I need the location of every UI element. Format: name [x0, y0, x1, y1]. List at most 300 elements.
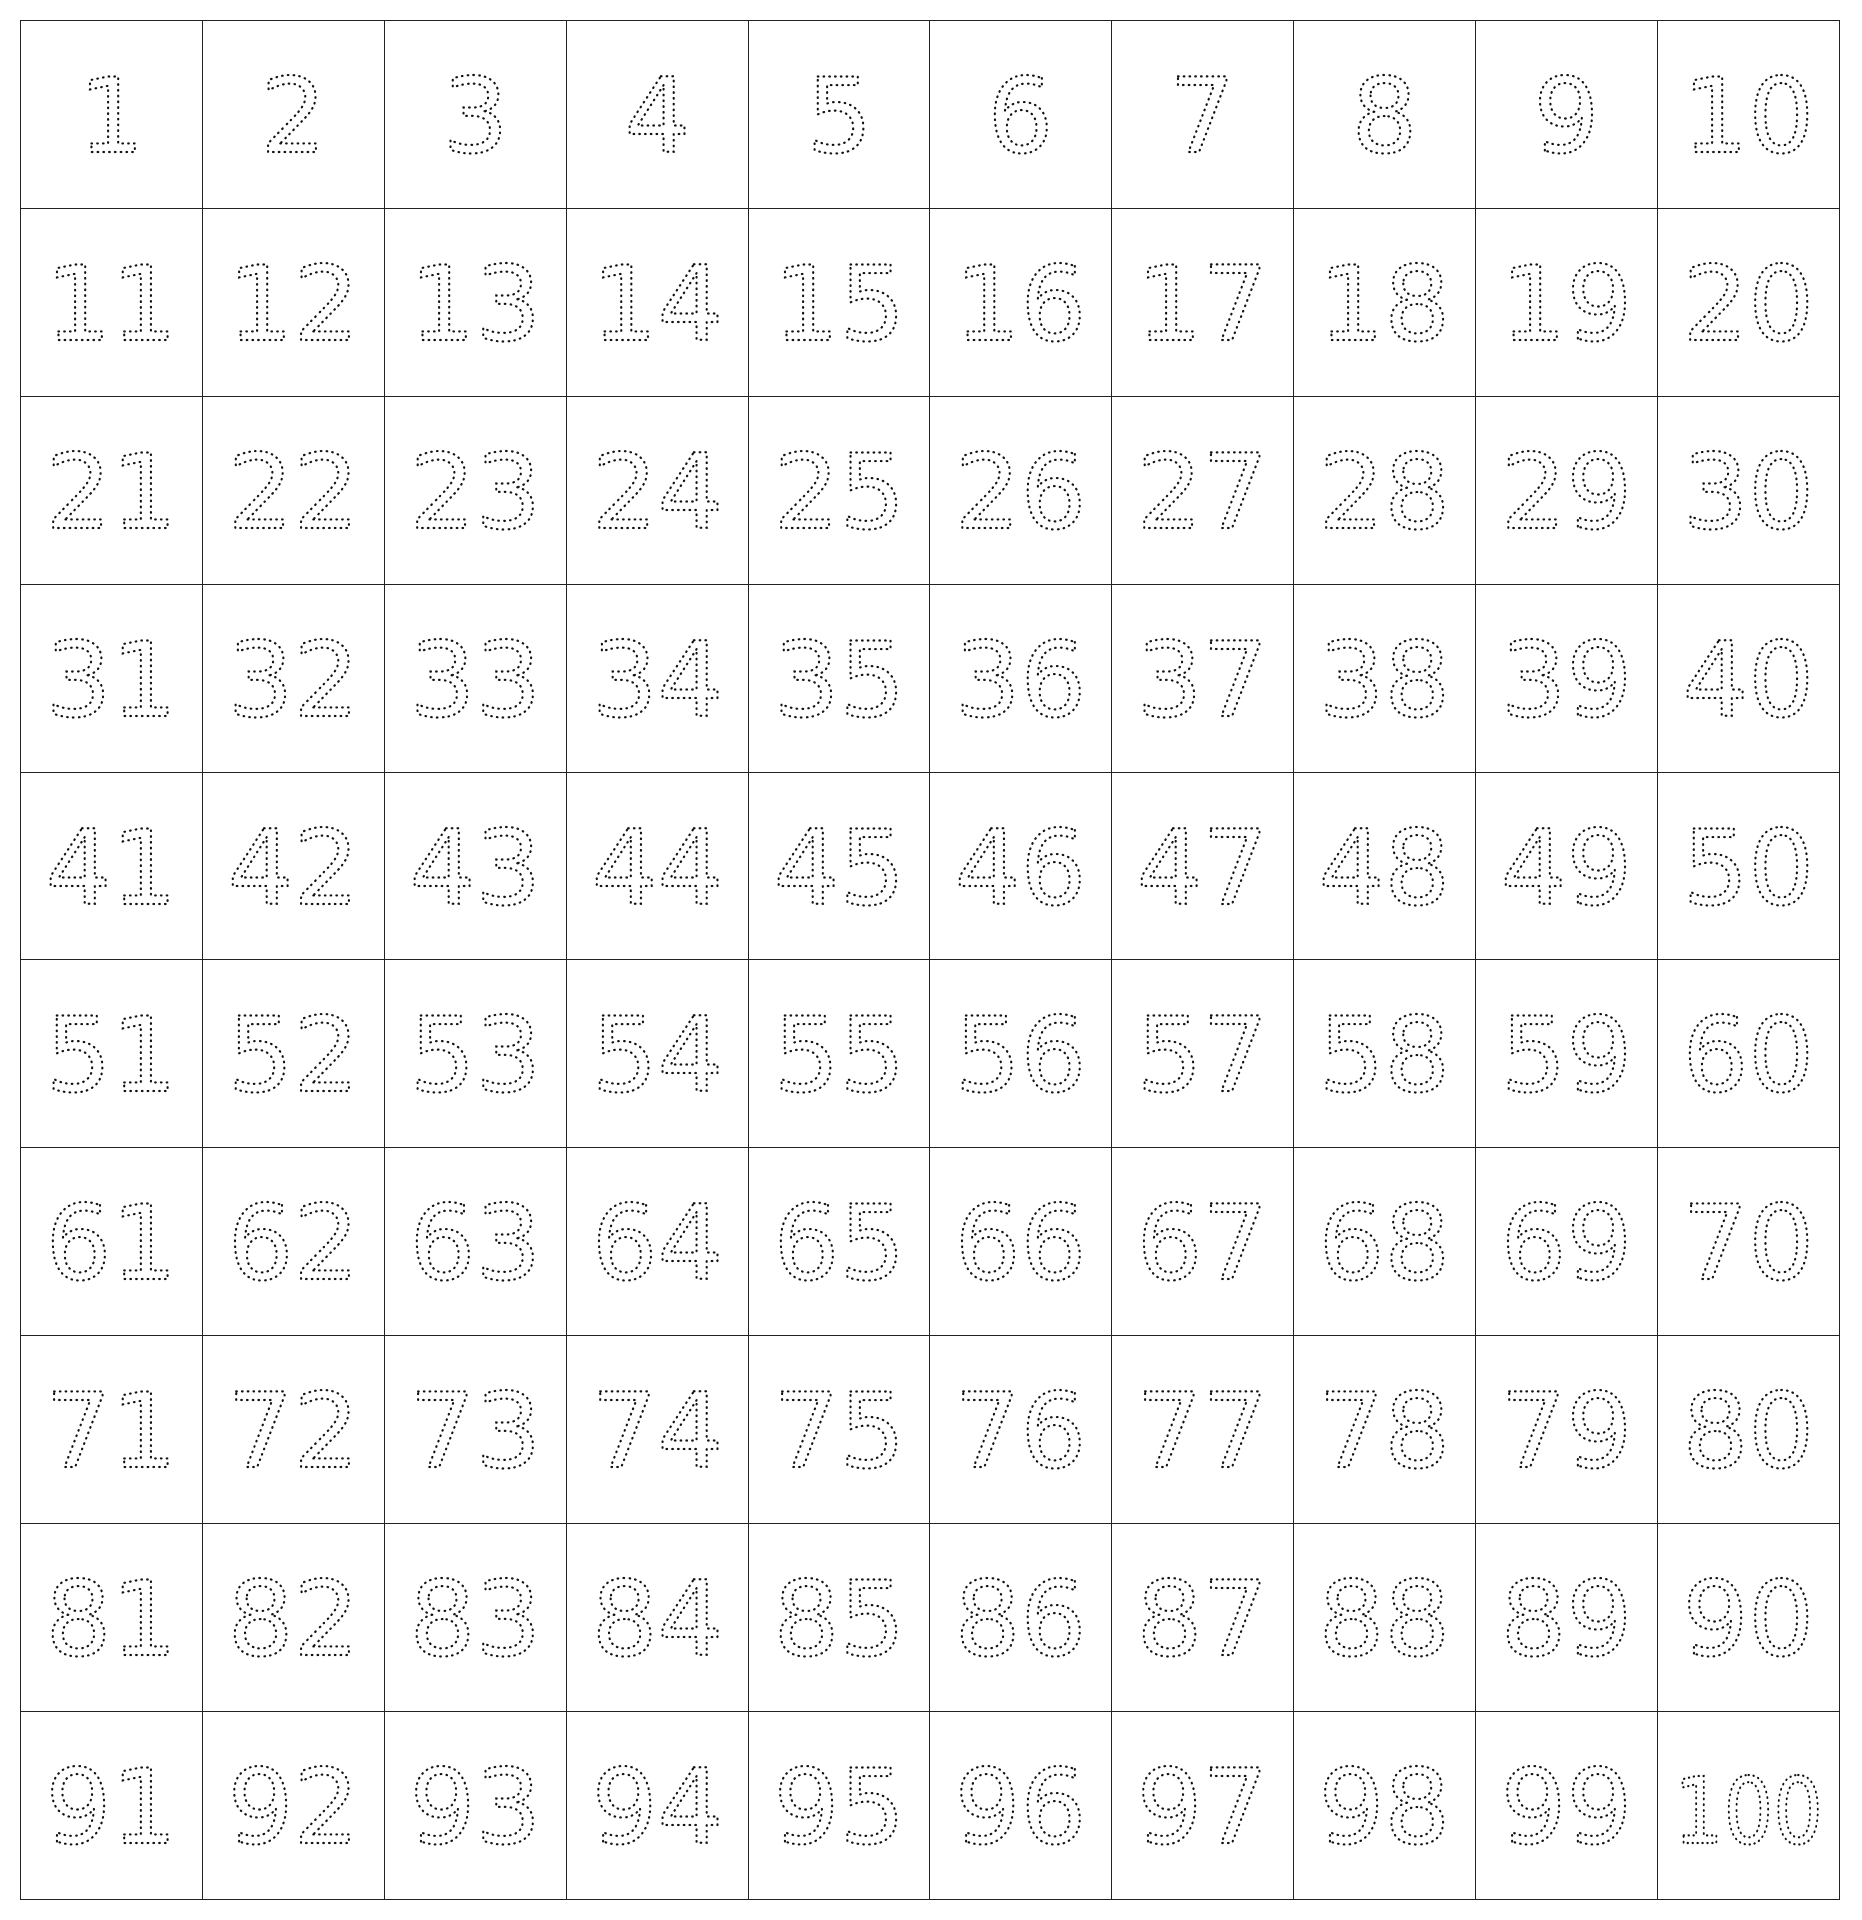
traceable-number [749, 960, 930, 1147]
number-cell [203, 585, 385, 773]
number-cell [930, 397, 1112, 585]
dotted-number-text: 37 [1137, 620, 1269, 741]
dotted-number-text: 41 [45, 808, 178, 929]
dotted-number-text: 26 [955, 433, 1087, 554]
number-cell [1112, 397, 1294, 585]
number-cell [21, 1336, 203, 1524]
traceable-number [1476, 397, 1657, 584]
traceable-number [385, 209, 566, 396]
number-cell [1294, 1148, 1476, 1336]
number-cell [567, 397, 749, 585]
dotted-number-text: 54 [591, 996, 723, 1117]
number-cell [1476, 1712, 1658, 1900]
dotted-number-text: 28 [1318, 433, 1451, 554]
traceable-number [385, 960, 566, 1147]
dotted-number-text: 48 [1318, 808, 1451, 929]
number-cell [1294, 1336, 1476, 1524]
number-cell [930, 773, 1112, 961]
traceable-number [385, 1524, 566, 1711]
traceable-number [749, 1712, 930, 1899]
number-cell [1658, 397, 1840, 585]
dotted-number-text: 88 [1318, 1560, 1451, 1681]
number-cell [203, 209, 385, 397]
traceable-number [1658, 960, 1839, 1147]
traceable-number [930, 1148, 1111, 1335]
dotted-number-text: 98 [1318, 1748, 1451, 1869]
dotted-number-text: 49 [1500, 808, 1633, 929]
dotted-number-text: 82 [227, 1560, 360, 1681]
dotted-number-text: 10 [1682, 57, 1815, 178]
traceable-number [385, 773, 566, 960]
number-cell [1294, 960, 1476, 1148]
traceable-number [1476, 960, 1657, 1147]
dotted-number-text: 22 [227, 433, 360, 554]
traceable-number [1294, 1336, 1475, 1523]
traceable-number [1658, 397, 1839, 584]
number-cell [1658, 773, 1840, 961]
traceable-number [1294, 1712, 1475, 1899]
dotted-number-text: 31 [45, 620, 178, 741]
number-cell [21, 1712, 203, 1900]
traceable-number [203, 585, 384, 772]
traceable-number [1294, 21, 1475, 208]
dotted-number-text: 52 [227, 996, 360, 1117]
dotted-number-text: 63 [409, 1184, 542, 1305]
traceable-number [930, 397, 1111, 584]
traceable-number [21, 21, 202, 208]
number-cell [1112, 21, 1294, 209]
dotted-number-text: 11 [45, 245, 178, 366]
dotted-number-text: 55 [773, 996, 905, 1117]
number-cell [1294, 21, 1476, 209]
traceable-number [21, 960, 202, 1147]
number-cell [21, 773, 203, 961]
dotted-number-text: 75 [773, 1372, 905, 1493]
traceable-number [203, 1712, 384, 1899]
number-cell [749, 209, 931, 397]
dotted-number-text: 71 [45, 1372, 178, 1493]
number-cell [1294, 585, 1476, 773]
number-cell [749, 1148, 931, 1336]
dotted-number-text: 21 [45, 433, 178, 554]
traceable-number [1294, 209, 1475, 396]
traceable-number [1476, 773, 1657, 960]
number-cell [1476, 209, 1658, 397]
number-cell [21, 1524, 203, 1712]
dotted-number-text: 15 [773, 245, 905, 366]
number-cell [1476, 773, 1658, 961]
traceable-number [1658, 1148, 1839, 1335]
dotted-number-text: 83 [409, 1560, 542, 1681]
traceable-number [1112, 773, 1293, 960]
dotted-number-text: 59 [1500, 996, 1633, 1117]
dotted-number-text: 76 [955, 1372, 1087, 1493]
traceable-number [749, 1148, 930, 1335]
number-cell [930, 1712, 1112, 1900]
dotted-number-text: 46 [955, 808, 1087, 929]
number-cell [203, 21, 385, 209]
traceable-number [1294, 1524, 1475, 1711]
number-cell [1658, 960, 1840, 1148]
traceable-number [930, 1336, 1111, 1523]
traceable-number [930, 209, 1111, 396]
traceable-number [1476, 1712, 1657, 1899]
traceable-number [21, 1524, 202, 1711]
traceable-number [385, 585, 566, 772]
number-cell [1658, 1148, 1840, 1336]
number-cell [1476, 960, 1658, 1148]
traceable-number [749, 773, 930, 960]
dotted-number-text: 23 [409, 433, 542, 554]
dotted-number-text: 6 [988, 57, 1054, 178]
traceable-number [1476, 585, 1657, 772]
number-cell [1476, 1148, 1658, 1336]
number-cell [567, 960, 749, 1148]
traceable-number [1658, 1336, 1839, 1523]
number-cell [21, 1148, 203, 1336]
dotted-number-text: 73 [409, 1372, 542, 1493]
dotted-number-text: 70 [1682, 1184, 1815, 1305]
number-cell [1658, 1336, 1840, 1524]
traceable-number [1294, 960, 1475, 1147]
dotted-number-text: 7 [1169, 57, 1236, 178]
traceable-number [1294, 397, 1475, 584]
number-cell [21, 960, 203, 1148]
traceable-number [1476, 209, 1657, 396]
dotted-number-text: 87 [1137, 1560, 1269, 1681]
traceable-number [1476, 1524, 1657, 1711]
traceable-number [21, 585, 202, 772]
traceable-number [567, 209, 748, 396]
number-cell [1476, 585, 1658, 773]
dotted-number-text: 53 [409, 996, 542, 1117]
dotted-number-text: 61 [45, 1184, 178, 1305]
traceable-number [567, 1148, 748, 1335]
dotted-number-text: 58 [1318, 996, 1451, 1117]
traceable-number [203, 960, 384, 1147]
number-cell [567, 1524, 749, 1712]
traceable-number [1112, 585, 1293, 772]
traceable-number [1658, 585, 1839, 772]
dotted-number-text: 18 [1318, 245, 1451, 366]
number-cell [749, 585, 931, 773]
traceable-number [567, 960, 748, 1147]
dotted-number-text: 90 [1682, 1560, 1815, 1681]
number-cell [21, 397, 203, 585]
number-cell [1112, 209, 1294, 397]
dotted-number-text: 2 [260, 57, 327, 178]
dotted-number-text: 30 [1682, 433, 1815, 554]
traceable-number [1658, 21, 1839, 208]
dotted-number-text: 66 [955, 1184, 1087, 1305]
number-cell [203, 773, 385, 961]
number-cell [1476, 397, 1658, 585]
dotted-number-text: 57 [1137, 996, 1269, 1117]
dotted-number-text: 67 [1137, 1184, 1269, 1305]
traceable-number [567, 585, 748, 772]
number-cell [1658, 1712, 1840, 1900]
dotted-number-text: 14 [591, 245, 723, 366]
number-cell [385, 1524, 567, 1712]
number-cell [1658, 21, 1840, 209]
dotted-number-text: 19 [1500, 245, 1633, 366]
traceable-number [1476, 1148, 1657, 1335]
dotted-number-text: 78 [1318, 1372, 1451, 1493]
number-cell [385, 397, 567, 585]
dotted-number-text: 36 [955, 620, 1087, 741]
number-cell [567, 209, 749, 397]
traceable-number [21, 1148, 202, 1335]
dotted-number-text: 96 [955, 1748, 1087, 1869]
dotted-number-text: 24 [591, 433, 723, 554]
traceable-number [567, 1712, 748, 1899]
number-cell [930, 960, 1112, 1148]
dotted-number-text: 79 [1500, 1372, 1633, 1493]
number-cell [385, 1148, 567, 1336]
number-cell [749, 21, 931, 209]
dotted-number-text: 29 [1500, 433, 1633, 554]
number-cell [203, 1148, 385, 1336]
traceable-number [385, 1336, 566, 1523]
traceable-number [1112, 1148, 1293, 1335]
number-cell [21, 21, 203, 209]
number-cell [930, 21, 1112, 209]
number-cell [1294, 209, 1476, 397]
number-cell [1476, 21, 1658, 209]
traceable-number [21, 397, 202, 584]
traceable-number [930, 1712, 1111, 1899]
dotted-number-text: 91 [45, 1748, 178, 1869]
dotted-number-text: 33 [409, 620, 542, 741]
number-cell [749, 1712, 931, 1900]
traceable-number [567, 1336, 748, 1523]
traceable-number [567, 397, 748, 584]
dotted-number-text: 12 [227, 245, 360, 366]
number-cell [385, 21, 567, 209]
number-cell [1476, 1336, 1658, 1524]
number-cell [567, 773, 749, 961]
traceable-number [1476, 1336, 1657, 1523]
dotted-number-text: 4 [624, 57, 691, 178]
number-cell [1658, 209, 1840, 397]
traceable-number [930, 773, 1111, 960]
number-cell [1112, 1524, 1294, 1712]
number-cell [203, 1712, 385, 1900]
dotted-number-text: 56 [955, 996, 1087, 1117]
traceable-number [567, 1524, 748, 1711]
number-cell [1658, 585, 1840, 773]
traceable-number [1294, 1148, 1475, 1335]
traceable-number [1294, 585, 1475, 772]
number-cell [385, 773, 567, 961]
dotted-number-text: 99 [1500, 1748, 1633, 1869]
dotted-number-text: 44 [591, 808, 723, 929]
number-cell [1112, 1148, 1294, 1336]
traceable-number [1112, 209, 1293, 396]
dotted-number-text: 65 [773, 1184, 905, 1305]
traceable-number [1112, 1712, 1293, 1899]
traceable-number [203, 1336, 384, 1523]
number-cell [567, 1148, 749, 1336]
dotted-number-text: 100 [1673, 1758, 1824, 1866]
number-cell [930, 585, 1112, 773]
number-cell [749, 1524, 931, 1712]
traceable-number [385, 1712, 566, 1899]
dotted-number-text: 32 [227, 620, 360, 741]
dotted-number-text: 5 [806, 57, 872, 178]
number-cell [385, 585, 567, 773]
traceable-number [749, 397, 930, 584]
traceable-number [1112, 21, 1293, 208]
traceable-number [1112, 1524, 1293, 1711]
dotted-number-text: 62 [227, 1184, 360, 1305]
dotted-number-text: 43 [409, 808, 542, 929]
number-cell [749, 1336, 931, 1524]
traceable-number [1294, 773, 1475, 960]
dotted-number-text: 95 [773, 1748, 905, 1869]
number-cell [1294, 1712, 1476, 1900]
number-cell [1112, 585, 1294, 773]
dotted-number-text: 51 [45, 996, 178, 1117]
traceable-number [385, 21, 566, 208]
dotted-number-text: 16 [955, 245, 1087, 366]
number-cell [567, 21, 749, 209]
traceable-number [21, 1336, 202, 1523]
number-cell [930, 1148, 1112, 1336]
traceable-number [749, 1524, 930, 1711]
traceable-number [1658, 1712, 1839, 1899]
number-cell [1294, 1524, 1476, 1712]
dotted-number-text: 42 [227, 808, 360, 929]
dotted-number-text: 8 [1351, 57, 1418, 178]
dotted-number-text: 64 [591, 1184, 723, 1305]
traceable-number [567, 21, 748, 208]
number-cell [930, 1524, 1112, 1712]
dotted-number-text: 80 [1682, 1372, 1815, 1493]
dotted-number-text: 81 [45, 1560, 178, 1681]
dotted-number-text: 72 [227, 1372, 360, 1493]
dotted-number-text: 17 [1137, 245, 1269, 366]
dotted-number-text: 25 [773, 433, 905, 554]
number-cell [1112, 773, 1294, 961]
traceable-number [21, 1712, 202, 1899]
number-cell [385, 960, 567, 1148]
traceable-number [385, 397, 566, 584]
traceable-number [203, 209, 384, 396]
number-cell [385, 209, 567, 397]
dotted-number-text: 77 [1137, 1372, 1269, 1493]
number-cell [1294, 397, 1476, 585]
traceable-number [930, 1524, 1111, 1711]
number-cell [567, 1712, 749, 1900]
number-cell [21, 209, 203, 397]
traceable-number [1658, 773, 1839, 960]
dotted-number-text: 86 [955, 1560, 1087, 1681]
number-cell [21, 585, 203, 773]
dotted-number-text: 27 [1137, 433, 1269, 554]
traceable-number [1112, 960, 1293, 1147]
traceable-number [567, 773, 748, 960]
number-cell [1112, 1712, 1294, 1900]
dotted-number-text: 68 [1318, 1184, 1451, 1305]
traceable-number [385, 1148, 566, 1335]
dotted-number-text: 85 [773, 1560, 905, 1681]
traceable-number [203, 21, 384, 208]
dotted-number-text: 97 [1137, 1748, 1269, 1869]
dotted-number-text: 38 [1318, 620, 1451, 741]
dotted-number-text: 74 [591, 1372, 723, 1493]
dotted-number-text: 84 [591, 1560, 723, 1681]
number-cell [567, 585, 749, 773]
number-cell [203, 1336, 385, 1524]
number-cell [749, 773, 931, 961]
dotted-number-text: 35 [773, 620, 905, 741]
dotted-number-text: 92 [227, 1748, 360, 1869]
traceable-number [203, 1148, 384, 1335]
traceable-number [749, 209, 930, 396]
number-cell [1294, 773, 1476, 961]
hundreds-chart-grid [20, 20, 1840, 1900]
traceable-number [749, 1336, 930, 1523]
dotted-number-text: 47 [1137, 808, 1269, 929]
number-cell [930, 1336, 1112, 1524]
dotted-number-text: 45 [773, 808, 905, 929]
traceable-number [1112, 1336, 1293, 1523]
dotted-number-text: 9 [1533, 57, 1600, 178]
number-cell [385, 1336, 567, 1524]
number-cell [203, 397, 385, 585]
dotted-number-text: 69 [1500, 1184, 1633, 1305]
traceable-number [21, 209, 202, 396]
traceable-number [1112, 397, 1293, 584]
traceable-number [203, 1524, 384, 1711]
number-cell [203, 960, 385, 1148]
number-cell [749, 960, 931, 1148]
dotted-number-text: 60 [1682, 996, 1815, 1117]
number-cell [749, 397, 931, 585]
number-cell [203, 1524, 385, 1712]
number-cell [930, 209, 1112, 397]
traceable-number [930, 585, 1111, 772]
traceable-number [749, 585, 930, 772]
dotted-number-text: 20 [1682, 245, 1815, 366]
traceable-number [203, 773, 384, 960]
traceable-number [1476, 21, 1657, 208]
number-cell [385, 1712, 567, 1900]
dotted-number-text: 94 [591, 1748, 723, 1869]
dotted-number-text: 1 [78, 57, 145, 178]
traceable-number [1658, 1524, 1839, 1711]
traceable-number [930, 960, 1111, 1147]
traceable-number [930, 21, 1111, 208]
number-cell [1658, 1524, 1840, 1712]
traceable-number [21, 773, 202, 960]
dotted-number-text: 89 [1500, 1560, 1633, 1681]
traceable-number [1658, 209, 1839, 396]
dotted-number-text: 3 [442, 57, 509, 178]
dotted-number-text: 93 [409, 1748, 542, 1869]
traceable-number [203, 397, 384, 584]
number-cell [1112, 960, 1294, 1148]
number-cell [1476, 1524, 1658, 1712]
dotted-number-text: 34 [591, 620, 723, 741]
dotted-number-text: 39 [1500, 620, 1633, 741]
dotted-number-text: 50 [1682, 808, 1815, 929]
traceable-number [749, 21, 930, 208]
number-cell [1112, 1336, 1294, 1524]
dotted-number-text: 40 [1682, 620, 1815, 741]
dotted-number-text: 13 [409, 245, 542, 366]
